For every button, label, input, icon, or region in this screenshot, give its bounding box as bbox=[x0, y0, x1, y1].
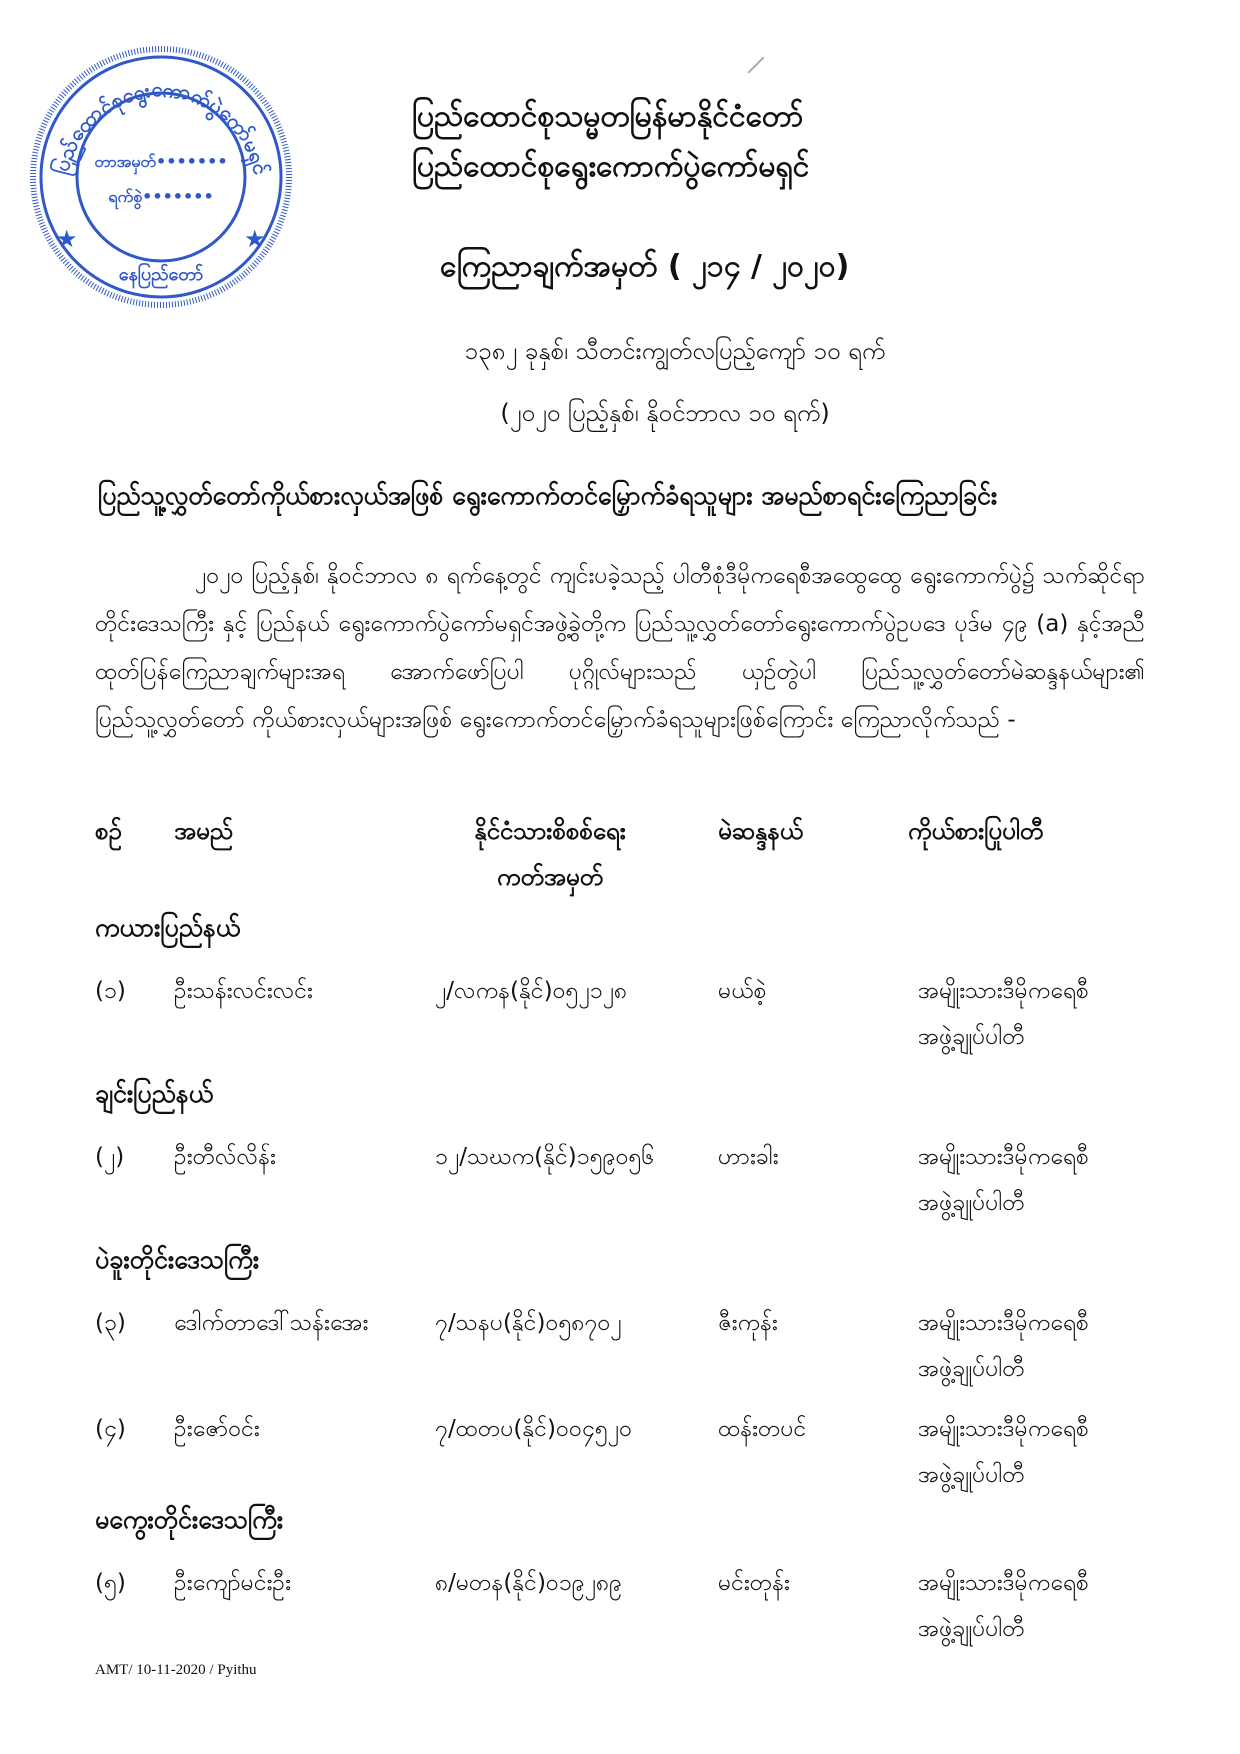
col-header-name: အမည် bbox=[174, 817, 233, 845]
table-row bbox=[0, 1300, 1240, 1390]
seal-graphic bbox=[26, 42, 296, 312]
body-paragraph: ၂၀၂၀ ပြည့်နှစ်၊ နိုဝင်ဘာလ ၈ ရက်နေ့တွင် ကျင်းပခဲ့သည့် ပါတီစုံဒီမိုကရေစီအထွေထွေ ရွေးကောက်ပွဲ၌ သက်ဆိုင်ရာ တိုင်းဒေသကြီး နှင့် ပြည်နယ် ရွေးကောက်ပွဲကော်မရှင်အဖွဲ့ခွဲတို့က ပြည်သူ့လွှတ်တော်ရွေးကောက်ပွဲဥပဒေ ပုဒ်မ ၄၉ (a) နှင့်အညီ ထုတ်ပြန်ကြေညာချက်များအရ အောက်ဖော်ပြပါ ပုဂ္ဂိုလ်များသည် ယှဉ်တွဲပါ ပြည်သူ့လွှတ်တော်မဲဆန္ဒနယ်များ၏ ပြည်သူ့လွှတ်တော် ကိုယ်စားလှယ်များအဖြစ် ရွေးကောက်တင်မြှောက်ခံရသူများဖြစ်ကြောင်း ကြေညာလိုက်သည် - bbox=[95, 563, 1145, 733]
seal-outer-text: ပြည်ထောင်စုရွေးကောက်ပွဲကော်မရှင် bbox=[48, 76, 274, 177]
seal-star-right-icon: ★ bbox=[244, 225, 266, 253]
region-heading: ကယားပြည်နယ် bbox=[95, 913, 241, 942]
table-row bbox=[0, 1406, 1240, 1496]
row-nrc: ၈/မတန(နိုင်)၀၁၉၂၈၉ bbox=[435, 1570, 623, 1596]
row-party-line1: အမျိုးသားဒီမိုကရေစီ bbox=[918, 1310, 1089, 1336]
col-header-constituency: မဲဆန္ဒနယ် bbox=[718, 817, 804, 845]
row-party-line1: အမျိုးသားဒီမိုကရေစီ bbox=[918, 1144, 1089, 1170]
region-heading: ပဲခူးတိုင်းဒေသကြီး bbox=[95, 1245, 260, 1274]
org-line-1: ပြည်ထောင်စုသမ္မတမြန်မာနိုင်ငံတော် bbox=[412, 99, 804, 134]
row-name: ဦးဇော်ဝင်း bbox=[174, 1416, 260, 1442]
region-heading: ချင်းပြည်နယ် bbox=[95, 1079, 214, 1108]
date-myanmar: ၁၃၈၂ ခုနှစ်၊ သီတင်းကျွတ်လပြည့်ကျော် ၁၀ ရက် bbox=[464, 337, 886, 365]
notification-number: ကြေညာချက်အမှတ် ( ၂၁၄ / ၂၀၂၀) bbox=[440, 249, 850, 284]
org-line-2: ပြည်ထောင်စုရွေးကောက်ပွဲကော်မရှင် bbox=[412, 149, 810, 184]
row-no: (၁) bbox=[95, 978, 126, 1004]
col-header-party: ကိုယ်စားပြုပါတီ bbox=[908, 817, 1044, 845]
row-constituency: ဇီးကုန်း bbox=[718, 1310, 778, 1336]
pen-mark bbox=[748, 57, 765, 74]
row-party-line1: အမျိုးသားဒီမိုကရေစီ bbox=[918, 1416, 1089, 1442]
row-party-line2: အဖွဲ့ချုပ်ပါတီ bbox=[918, 1616, 1025, 1642]
row-party-line1: အမျိုးသားဒီမိုကရေစီ bbox=[918, 1570, 1089, 1596]
row-constituency: မယ်စဲ့ bbox=[718, 978, 767, 1004]
row-nrc: ၇/သနပ(နိုင်)၀၅၈၇၀၂ bbox=[435, 1310, 622, 1336]
row-party-line2: အဖွဲ့ချုပ်ပါတီ bbox=[918, 1462, 1025, 1488]
row-name: ဦးတီလ်လိန်း bbox=[174, 1144, 276, 1170]
row-no: (၅) bbox=[95, 1570, 126, 1596]
seal-line-2: ရက်စွဲ••••••• bbox=[108, 187, 214, 206]
commission-seal bbox=[26, 42, 296, 312]
row-name: ဦးကျော်မင်းဦး bbox=[174, 1570, 292, 1596]
seal-star-left-icon: ★ bbox=[56, 225, 78, 253]
row-constituency: ဟားခါး bbox=[718, 1144, 779, 1170]
row-no: (၄) bbox=[95, 1416, 126, 1442]
table-row bbox=[0, 1134, 1240, 1224]
col-header-no: စဉ် bbox=[95, 817, 122, 845]
col-header-nrc-line1: နိုင်ငံသားစိစစ်ရေး bbox=[474, 817, 626, 845]
footer-reference: AMT/ 10-11-2020 / Pyithu bbox=[95, 1662, 257, 1678]
table-row bbox=[0, 968, 1240, 1058]
subject-title: ပြည်သူ့လွှတ်တော်ကိုယ်စားလှယ်အဖြစ် ရွေးကောက်တင်မြှောက်ခံရသူများ အမည်စာရင်းကြေညာခြင်း bbox=[98, 481, 998, 510]
header bbox=[412, 92, 972, 192]
row-nrc: ၂/လကန(နိုင်)၀၅၂၁၂၈ bbox=[435, 978, 628, 1004]
date-gregorian: (၂၀၂၀ ပြည့်နှစ်၊ နိုဝင်ဘာလ ၁၀ ရက်) bbox=[500, 399, 830, 427]
row-party-line2: အဖွဲ့ချုပ်ပါတီ bbox=[918, 1356, 1025, 1382]
col-header-nrc-line2: ကတ်အမှတ် bbox=[497, 863, 603, 891]
row-party-line2: အဖွဲ့ချုပ်ပါတီ bbox=[918, 1190, 1025, 1216]
row-constituency: မင်းတုန်း bbox=[718, 1570, 790, 1596]
row-party-line1: အမျိုးသားဒီမိုကရေစီ bbox=[918, 978, 1089, 1004]
seal-bottom-text: နေပြည်တော် bbox=[118, 264, 204, 285]
col-header-nrc bbox=[430, 808, 670, 900]
row-name: ဒေါက်တာဒေါ်သန်းအေး bbox=[174, 1310, 369, 1336]
row-name: ဦးသန်းလင်းလင်း bbox=[174, 978, 313, 1004]
row-party-line2: အဖွဲ့ချုပ်ပါတီ bbox=[918, 1024, 1025, 1050]
row-constituency: ထန်းတပင် bbox=[718, 1416, 807, 1442]
row-no: (၂) bbox=[95, 1144, 125, 1170]
row-nrc: ၇/ထတပ(နိုင်)၀၀၄၅၂၀ bbox=[435, 1416, 633, 1442]
table-row bbox=[0, 1560, 1240, 1650]
seal-line-1: တာအမှတ်••••••• bbox=[94, 152, 228, 171]
row-no: (၃) bbox=[95, 1310, 126, 1336]
row-nrc: ၁၂/သဃက(နိုင်)၁၅၉၀၅၆ bbox=[435, 1144, 655, 1170]
region-heading: မကွေးတိုင်းဒေသကြီး bbox=[95, 1505, 284, 1534]
